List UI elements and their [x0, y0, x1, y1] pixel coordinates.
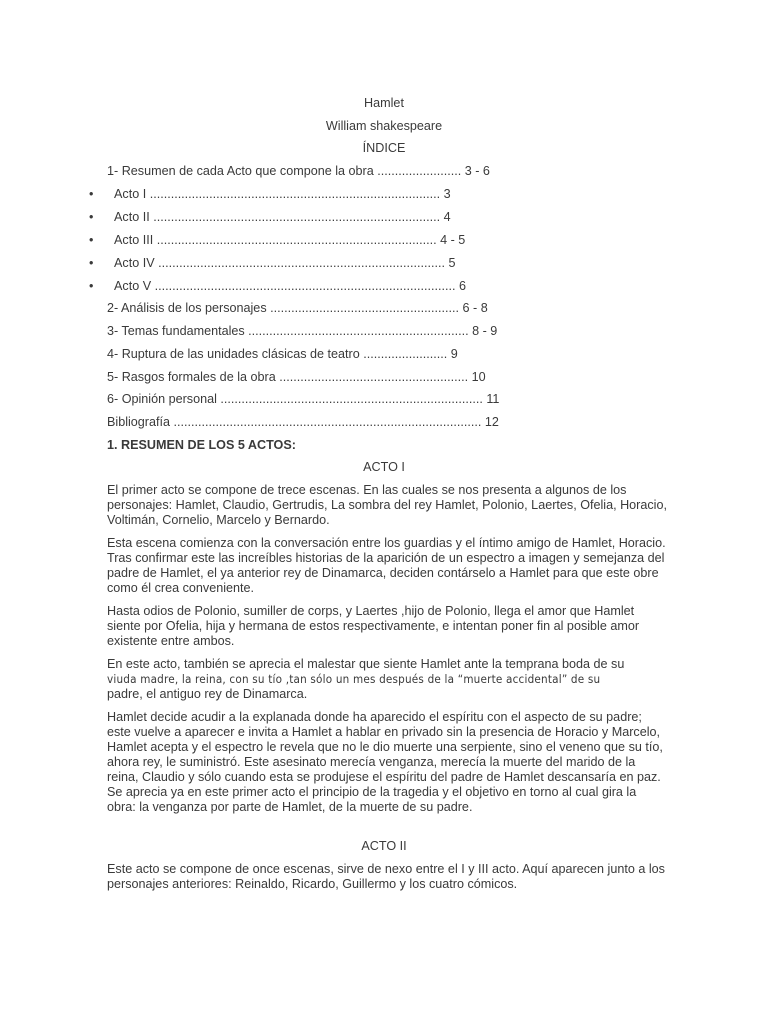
act1-paragraph-2: [107, 536, 667, 596]
bullet-icon: •: [89, 210, 94, 224]
toc-item-4: 4- Ruptura de las unidades clásicas de teatro ........................ 9: [107, 347, 458, 361]
bullet-icon: •: [89, 233, 94, 247]
act1-paragraph-5: [107, 710, 667, 815]
act1-heading: ACTO I: [363, 460, 405, 474]
document-author: William shakespeare: [325, 119, 443, 133]
act2-paragraph-1: [107, 862, 667, 892]
bullet-icon: •: [89, 187, 94, 201]
toc-act-3: Acto III ................................................................................ 4 - 5: [114, 233, 466, 247]
paragraph-text: Hasta odios de Polonio, sumiller de corps, y Laertes ,hijo de Polonio, llega el amor que Hamlet siente por Ofelia, hija y hermana de estos respectivamente, e intentan poner fin al posible amor existente entre ambos.: [107, 604, 640, 648]
index-heading: ÍNDICE: [362, 141, 406, 155]
toc-act-2: Acto II .................................................................................. 4: [114, 210, 451, 224]
paragraph-text: El primer acto se compone de trece escenas. En las cuales se nos presenta a algunos de los personajes: Hamlet, Claudio, Gertrudis, La sombra del rey Hamlet, Polonio, Laertes, Ofelia, Horacio, Voltimán, Cornelio, Marcelo y Bernardo.: [107, 483, 667, 527]
paragraph-line: En este acto, también se aprecia el malestar que siente Hamlet ante la temprana boda de su: [107, 657, 625, 671]
toc-act-4: Acto IV .................................................................................. 5: [114, 256, 456, 270]
bullet-icon: •: [89, 256, 94, 270]
bullet-icon: •: [89, 279, 94, 293]
toc-item-6: 6- Opinión personal ........................................................................... 11: [107, 392, 500, 406]
document-title: Hamlet: [364, 96, 404, 110]
section-heading: 1. RESUMEN DE LOS 5 ACTOS:: [107, 438, 296, 452]
act1-paragraph-4: [107, 657, 667, 702]
toc-act-5: Acto V ...................................................................................... 6: [114, 279, 467, 293]
paragraph-text: Hamlet decide acudir a la explanada donde ha aparecido el espíritu con el aspecto de su padre; este vuelve a aparecer e invita a Hamlet a hablar en privado sin la presencia de Horacio y Marcelo, Hamlet acepta y el espectro le revela que no le dio muerte una serpiente, sino el veneno que su tío, ahora rey, le suministró. Este asesinato merecía venganza, merecía la muerte del marido de la reina, Claudio y sólo cuando esta se produjese el espíritu del padre de Hamlet descansaría en paz. Se aprecia ya en este primer acto el principio de la tragedia y el objetivo en torno al cual gira la obra: la venganza por parte de Hamlet, de la muerte de su padre.: [107, 710, 663, 814]
act2-heading: ACTO II: [361, 839, 407, 853]
toc-item-3: 3- Temas fundamentales ............................................................... 8 - 9: [107, 324, 498, 338]
act1-paragraph-1: [107, 483, 667, 528]
paragraph-text: Esta escena comienza con la conversación entre los guardias y el íntimo amigo de Hamlet, Horacio. Tras confirmar este las increíbles historias de la aparición de un espectro a imagen y semejanza del padre de Hamlet, el ya anterior rey de Dinamarca, deciden contárselo a Hamlet para que este obre como él crea conveniente.: [107, 536, 666, 595]
paragraph-line: padre, el antiguo rey de Dinamarca.: [107, 687, 308, 701]
toc-bibliography: Bibliografía ........................................................................................ 12: [107, 415, 499, 429]
toc-item-5: 5- Rasgos formales de la obra ...................................................... 10: [107, 370, 486, 384]
toc-item-2: 2- Análisis de los personajes ...................................................... 6 - 8: [107, 301, 488, 315]
toc-item-1: 1- Resumen de cada Acto que compone la obra ........................ 3 - 6: [107, 164, 490, 178]
act1-paragraph-3: [107, 604, 667, 649]
paragraph-text: Este acto se compone de once escenas, sirve de nexo entre el I y III acto. Aquí aparecen junto a los personajes anteriores: Reinaldo, Ricardo, Guillermo y los cuatro cómicos.: [107, 862, 665, 891]
toc-act-1: Acto I ................................................................................... 3: [114, 187, 451, 201]
paragraph-line: viuda madre, la reina, con su tío ,tan sólo un mes después de la “muerte accidental” de su: [107, 672, 601, 686]
